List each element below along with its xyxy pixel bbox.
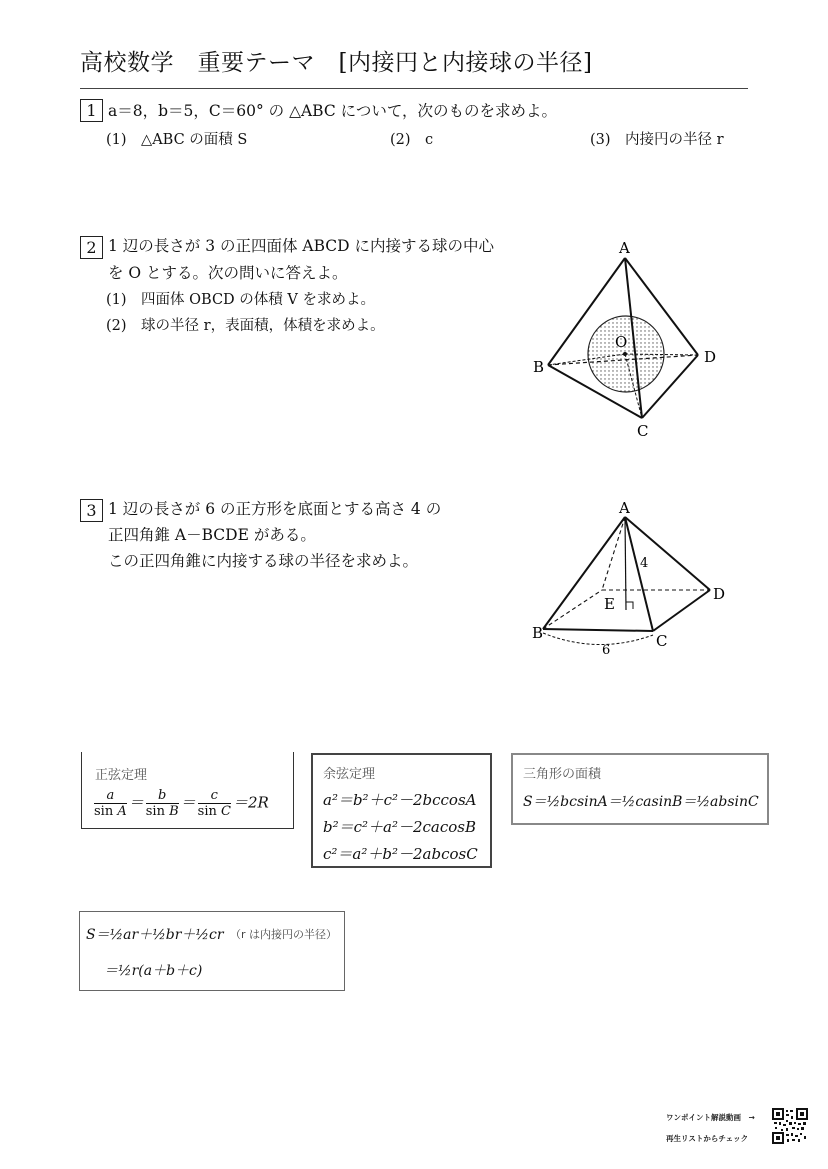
label-b: B [532,624,544,642]
edge-be-hidden [543,590,602,629]
edge-ac [625,517,653,631]
problem-2-sub-2: (2) 球の半径 r，表面積，体積を求めよ。 [106,318,385,334]
label-e: E [604,595,615,613]
label-side: 6 [602,643,611,658]
qr-code-icon[interactable] [772,1108,808,1144]
edge-ae-hidden [602,517,625,590]
label-height: 4 [640,556,649,571]
title-divider [80,88,748,89]
inradius-box [79,911,345,991]
problem-3-line-3: この正四角錐に内接する球の半径を求めよ。 [108,552,419,570]
cosine-law-title: 余弦定理 [323,767,376,782]
triangle-area-box [511,753,769,825]
footer-playlist-link[interactable]: 再生リストからチェック [666,1134,749,1143]
triangle-area-title: 三角形の面積 [523,767,602,782]
label-b: B [533,358,545,376]
triangle-area-formula: S＝½bcsinA＝½casinB＝½absinC [523,794,759,810]
height-line [625,517,626,610]
problem-2-line-1: 1 辺の長さが 3 の正四面体 ABCD に内接する球の中心 [108,237,495,255]
problem-1-sub-3: (3) 内接円の半径 r [590,132,724,148]
problem-3-line-1: 1 辺の長さが 6 の正方形を底面とする高さ 4 の [108,500,442,518]
label-d: D [704,348,717,366]
label-c: C [637,422,649,440]
footer-video-link[interactable]: ワンポイント解説動画 → [666,1113,755,1122]
right-angle-mark [626,602,633,609]
sine-law-box [81,752,294,829]
inradius-line-1: S＝½ar＋½br＋½cr [86,927,224,943]
page-title: 高校数学 重要テーマ [内接円と内接球の半径] [80,50,593,76]
edge-ad [625,517,710,590]
label-d: D [713,585,726,603]
problem-1-number: 1 [80,99,103,122]
problem-1-text: a＝8，b＝5，C＝60° の △ABC について，次のものを求めよ。 [108,102,558,120]
label-a: A [619,239,630,257]
problem-2-sub-1: (1) 四面体 OBCD の体積 V を求めよ。 [106,292,375,308]
label-o: O [615,333,628,351]
label-a: A [619,499,630,517]
cosine-law-line-1: a²＝b²＋c²－2bccosA [323,791,477,809]
cosine-law-box [311,753,492,868]
inradius-line-2: ＝½r(a＋b＋c) [104,963,203,979]
problem-1-sub-2: (2) c [390,132,434,148]
problem-3-number: 3 [80,499,103,522]
problem-3-line-2: 正四角錐 A－BCDE がある。 [108,526,316,544]
base-side-arc [543,633,653,645]
cosine-law-line-2: b²＝c²＋a²－2cacosB [323,818,477,836]
edge-cd [653,590,710,631]
problem-2-number: 2 [80,236,103,259]
problem-1-sub-1: (1) △ABC の面積 S [106,132,248,148]
label-c: C [656,632,668,650]
sine-law-title: 正弦定理 [95,768,148,783]
inradius-note: （r は内接円の半径） [230,928,338,941]
tetrahedron-figure [520,230,740,440]
sine-law-formula: $\frac{a}{\text{sin A}}$ ＝ $\frac{b}{\text{sin B}}$ ＝ $\frac{c}{\text{sin C}}$ ＝2R [94,788,269,819]
square-pyramid-figure [520,495,740,665]
problem-2-line-2: を O とする。次の問いに答えよ。 [108,264,348,282]
cosine-law-line-3: c²＝a²＋b²－2abcosC [323,845,478,863]
edge-bc [543,629,653,631]
